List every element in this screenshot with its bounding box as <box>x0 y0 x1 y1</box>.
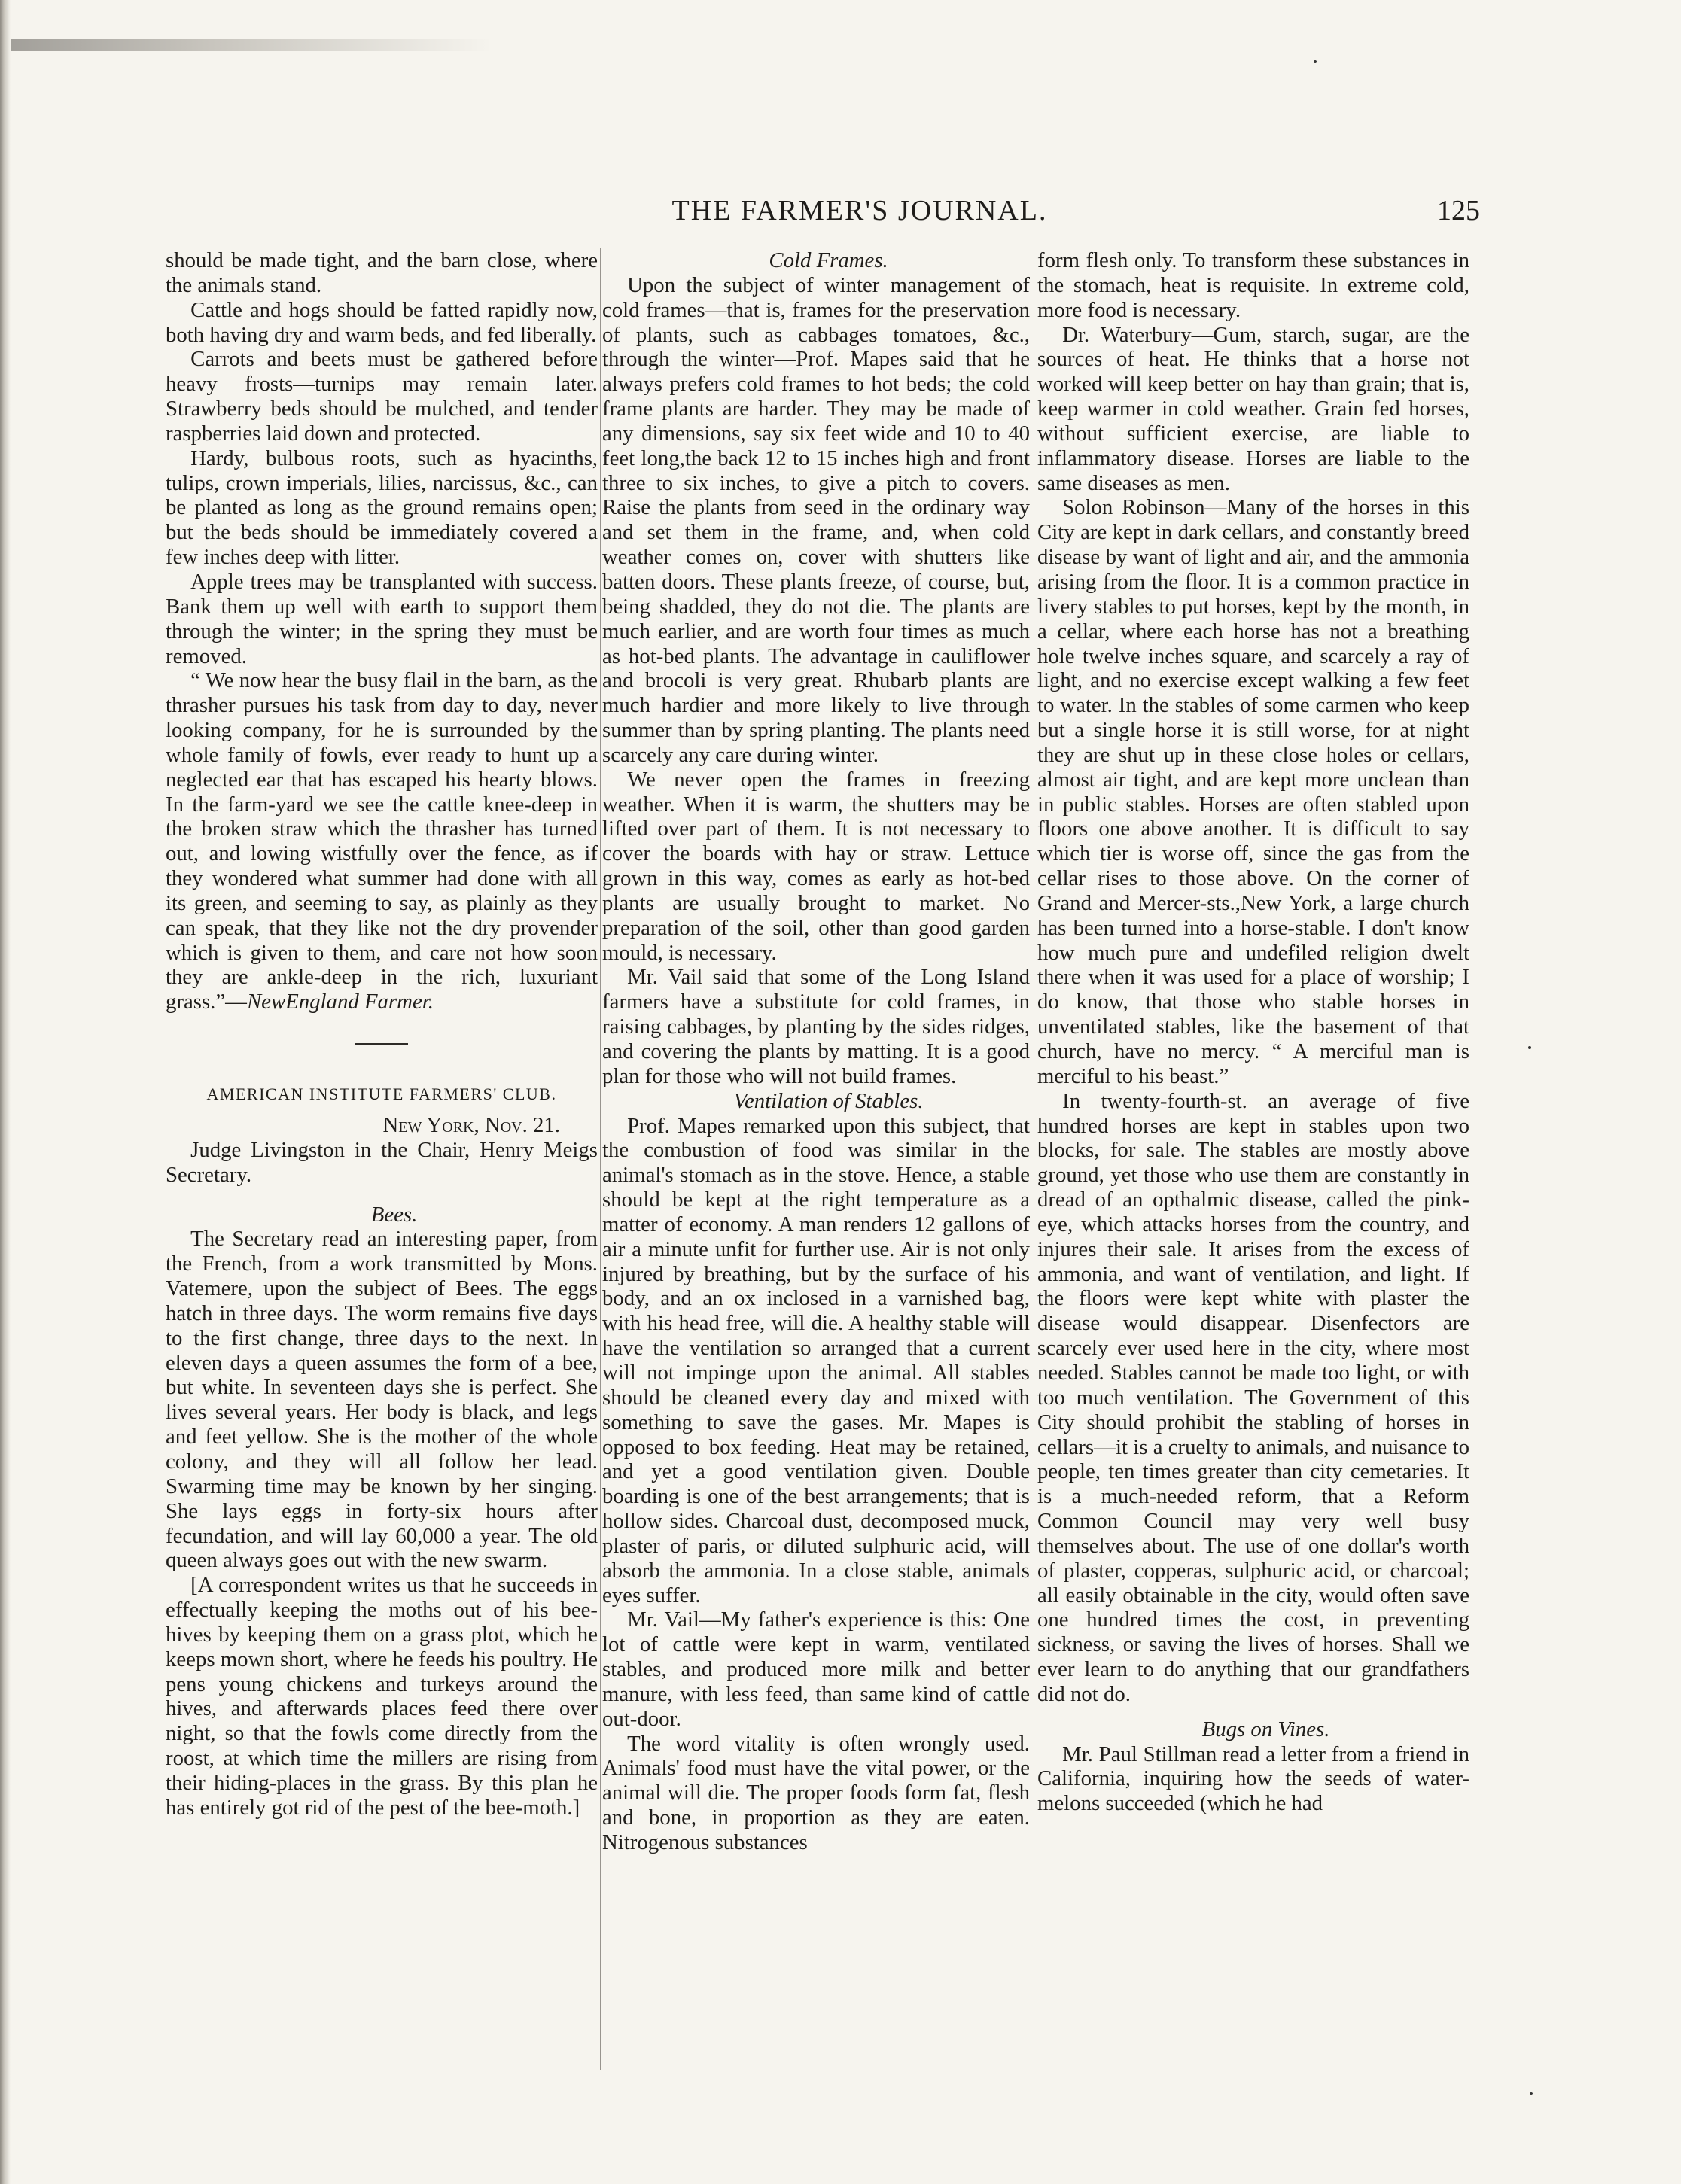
scan-speck <box>1530 2092 1533 2095</box>
paragraph: should be made tight, and the barn close, where the animals stand. <box>166 248 598 297</box>
paragraph: The word vitality is often wrongly used. Animals' food must have the vital power, or the animal will die. The proper foods form fat, flesh and bone, in proportion as they are eaten. Nitrogenous substances <box>602 1731 1030 1854</box>
paragraph: Mr. Vail said that some of the Long Island farmers have a substitute for cold frames, in raising cabbages, by planting by the sides ridges, and covering the plants by matting. It is a good plan for those who will not build frames. <box>602 965 1030 1088</box>
column-right <box>1037 248 1469 2137</box>
scan-smudge <box>11 39 492 51</box>
quotation-source: NewEngland Farmer. <box>246 990 434 1014</box>
column-left <box>166 248 598 2137</box>
paragraph: Carrots and beets must be gathered before heavy frosts—turnips may remain later. Strawberry beds should be mulched, and tender raspberries laid down and protected. <box>166 347 598 446</box>
paragraph: We never open the frames in freezing weather. When it is warm, the shutters may be lifted over part of them. It is not necessary to cover the boards with hay or straw. Lettuce grown in this way, comes as early as hot-bed plants are usually brought to market. No preparation of the soil, other than good garden mould, is necessary. <box>602 767 1030 965</box>
paragraph: Upon the subject of winter management of cold frames—that is, frames for the preservation of plants, such as cabbages tomatoes, &c., through the winter—Prof. Mapes said that he always prefers cold frames to hot beds; the cold frame plants are harder. They may be made of any dimensions, say six feet wide and 10 to 40 feet long,the back 12 to 15 inches high and front three to six inches, to give a pitch to covers. Raise the plants from seed in the ordinary way and set them in the frame, and, when cold weather comes on, cover with shutters like batten doors. These plants freeze, of course, but, being shadded, they do not die. The plants are much earlier, and are worth four times as much as hot-bed plants. The advantage in cauliflower and brocoli is very great. Rhubarb plants are much hardier and more likely to live through summer than by spring planting. The plants need scarcely any care during winter. <box>602 272 1030 767</box>
page-header <box>239 194 1480 239</box>
quotation-paragraph <box>166 668 598 1014</box>
page-number: 125 <box>1437 195 1480 227</box>
paragraph: form flesh only. To transform these substances in the stomach, heat is requisite. In extreme cold, more food is necessary. <box>1037 248 1469 322</box>
paragraph: Prof. Mapes remarked upon this subject, that the combustion of food was similar in the animal's stomach as in the stove. Hence, a stable should be kept at the right temperature as a matter of economy. A man renders 12 gallons of air a minute unfit for further use. Air is not only injured by breathing, but by the surface of his body, and an ox inclosed in a varnished bag, with his head free, will die. A healthy stable will have the ventilation so arranged that a current will not impinge upon the animal. All stables should be cleaned every day and mixed with something to save the gases. Mr. Mapes is opposed to box feeding. Heat may be retained, and yet a good ventilation given. Double boarding is one of the best arrangements; that is hollow sides. Charcoal dust, decomposed muck, plaster of paris, or diluted sulphuric acid, will absorb the ammonia. In a close stable, animals eyes suffer. <box>602 1113 1030 1608</box>
scan-speck <box>1314 60 1317 63</box>
paragraph: Mr. Paul Stillman read a letter from a friend in California, inquiring how the seeds of water-melons succeeded (which he had <box>1037 1741 1469 1816</box>
paragraph: In twenty-fourth-st. an average of five hundred horses are kept in stables upon two blocks, for sale. The stables are mostly above ground, yet those who use them are constantly in dread of an opthalmic disease, called the pink-eye, which attacks horses from the country, and injures their sale. It arises from the excess of ammonia, and want of ventilation, and light. If the floors were kept white with plaster the disease would disappear. Disenfectors are scarcely ever used here in the city, where most needed. Stables cannot be made too light, or with too much ventilation. The Government of this City should prohibit the stabling of horses in cellars—it is a cruelty to animals, and nuisance to people, ten times greater than city cemetaries. It is a much-needed reform, that a Reform Common Council may very well busy themselves about. The use of one dollar's worth of plaster, copperas, sulphuric acid, or charcoal; all easily obtainable in the city, would often save one hundred times the cost, in preventing sickness, or saving the lives of horses. Shall we ever learn to do anything that our grandfathers did not do. <box>1037 1088 1469 1706</box>
running-title: THE FARMER'S JOURNAL. <box>671 195 1048 227</box>
paragraph: Cattle and hogs should be fatted rapidly now, both having dry and warm beds, and fed liberally. <box>166 297 598 347</box>
subheading: Cold Frames. <box>769 248 888 272</box>
subheading: Bees. <box>370 1202 418 1227</box>
paragraph: Apple trees may be transplanted with success. Bank them up well with earth to support them through the winter; in the spring they must be removed. <box>166 569 598 668</box>
paragraph: Solon Robinson—Many of the horses in this City are kept in dark cellars, and constantly breed disease by want of light and air, and the ammonia arising from the floor. It is a common practice in livery stables to put horses, kept by the month, in a cellar, where each horse has not a breathing hole twelve inches square, and scarcely a ray of light, and no exercise except walking a few feet to water. In the stables of some carmen who keep but a single horse it is still worse, for at night they are shut up in these close holes or cellars, almost air tight, and are kept more unclean than in public stables. Horses are often stabled upon floors one above another. It is difficult to say which tier is worse off, since the gas from the cellar rises to those above. On the corner of Grand and Mercer-sts.,New York, a large church has been turned into a horse-stable. I don't know how much pure and undefiled religion dwelt there when it was used for a place of worship; I do know, that those who stable horses in unventilated stables, like the basement of that church, have no mercy. “ A merciful man is merciful to his beast.” <box>1037 495 1469 1088</box>
column-rule <box>600 248 601 2070</box>
section-divider <box>355 1043 408 1045</box>
paragraph: Mr. Vail—My father's experience is this: One lot of cattle were kept in warm, ventilated stables, and produced more milk and better manure, with less feed, than same kind of cattle out-door. <box>602 1608 1030 1731</box>
paragraph: Hardy, bulbous roots, such as hyacinths, tulips, crown imperials, lilies, narcissus, &c., can be planted as long as the ground remains open; but the beds should be immediately covered a few inches deep with litter. <box>166 446 598 570</box>
subheading: Bugs on Vines. <box>1201 1717 1330 1741</box>
dateline: New York, Nov. 21. <box>382 1113 560 1137</box>
quotation-text: “ We now hear the busy flail in the barn, as the thrasher pursues his task from day to day, never looking company, for he is surrounded by the whole family of fowls, ever ready to hunt up a neglected ear that has escaped his hearty blows. In the farm-yard we see the cattle knee-deep in the broken straw which the thrasher has turned out, and lowing wistfully over the fence, as if they wondered what summer had done with all its green, and seeming to say, as plainly as they can speak, that they like not the dry provender which is given to them, and care not how soon they are ankle-deep in the rich, luxuriant grass.”— <box>166 668 598 1014</box>
paragraph: The Secretary read an interesting paper, from the French, from a work transmitted by Mons. Vatemere, upon the subject of Bees. The eggs hatch in three days. The worm remains five days to the first change, three days to the next. In eleven days a queen assumes the form of a bee, but white. In seventeen days she is perfect. She lives several years. Her body is black, and legs and feet yellow. She is the mother of the whole colony, and they will all follow her lead. Swarming time may be known by her singing. She lays eggs in forty-six hours after fecundation, and will lay 60,000 a year. The old queen always goes out with the new swarm. <box>166 1227 598 1573</box>
section-heading: AMERICAN INSTITUTE FARMERS' CLUB. <box>206 1084 557 1104</box>
page-edge-shadow <box>0 0 11 2184</box>
paragraph: Dr. Waterbury—Gum, starch, sugar, are the sources of heat. He thinks that a horse not worked will keep better on hay than grain; that is, keep warmer in cold weather. Grain fed horses, without sufficient exercise, are liable to inflammatory disease. Horses are liable to the same diseases as men. <box>1037 322 1469 495</box>
subheading: Ventilation of Stables. <box>733 1088 924 1113</box>
paragraph: [A correspondent writes us that he succeeds in effectually keeping the moths out of his bee-hives by keeping them on a grass plot, which he keeps mown short, where he feeds his poultry. He pens young chickens and turkeys around the hives, and afterwards places feed there over night, so that the fowls come directly from the roost, at which time the millers are rising from their hiding-places in the grass. By this plan he has entirely got rid of the pest of the bee-moth.] <box>166 1573 598 1820</box>
column-middle <box>602 248 1030 2137</box>
scan-speck <box>1528 1046 1531 1049</box>
paragraph: Judge Livingston in the Chair, Henry Meigs Secretary. <box>166 1137 598 1187</box>
